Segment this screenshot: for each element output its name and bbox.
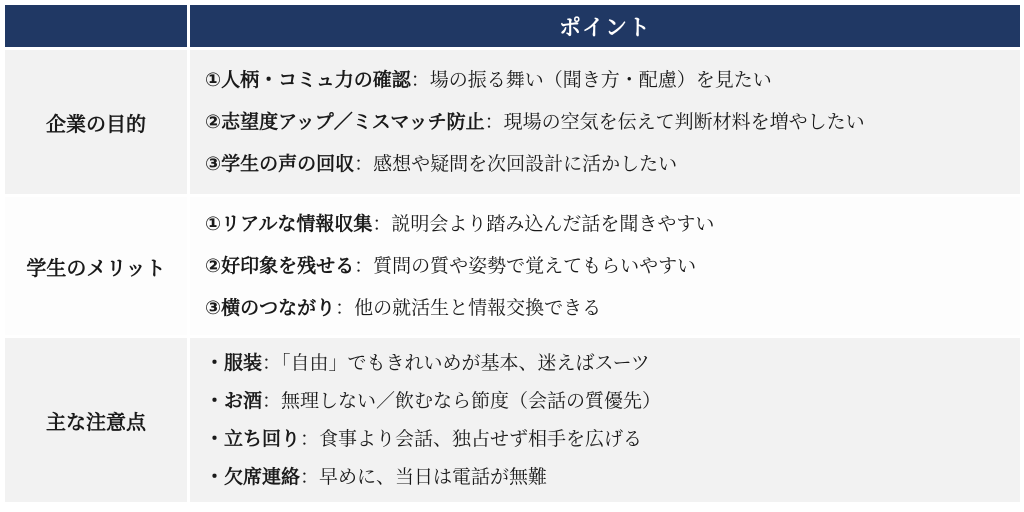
table-header-row <box>5 5 1020 47</box>
item-term: ・お酒 <box>205 390 263 412</box>
item-term: ②志望度アップ／ミスマッチ防止 <box>205 111 485 133</box>
row-content-cell-student-merits <box>190 197 1020 335</box>
list-item <box>205 464 1010 491</box>
table-row <box>5 197 1020 335</box>
list-item <box>205 151 1010 178</box>
list-item <box>205 211 1010 238</box>
item-desc: ：「自由」でもきれいめが基本、迷えばスーツ <box>262 352 650 374</box>
row-label-cell-student-merits <box>5 197 187 335</box>
item-desc: ：質問の質や姿勢で覚えてもらいやすい <box>354 255 697 277</box>
item-desc: ：感想や疑問を次回設計に活かしたい <box>354 153 678 175</box>
row-label-cell-company-purpose <box>5 50 187 194</box>
list-item <box>205 350 1010 377</box>
item-term: ①リアルな情報収集 <box>205 213 373 235</box>
item-term: ②好印象を残せる <box>205 255 355 277</box>
item-term: ③横のつながり <box>205 297 336 319</box>
item-desc: ：早めに、当日は電話が無難 <box>300 466 548 488</box>
list-item <box>205 295 1010 322</box>
item-desc: ：食事より会話、独占せず相手を広げる <box>300 428 643 450</box>
item-term: ①人柄・コミュ力の確認 <box>205 69 411 91</box>
header-corner-cell <box>5 5 187 47</box>
item-term: ・服装 <box>205 352 263 374</box>
item-desc: ：無理しない／飲むなら節度（会話の質優先） <box>262 390 662 412</box>
item-desc: ：場の振る舞い（聞き方・配慮）を見たい <box>410 69 772 91</box>
header-points-cell <box>190 5 1020 47</box>
list-item <box>205 388 1010 415</box>
list-item <box>205 109 1010 136</box>
item-term: ・欠席連絡 <box>205 466 301 488</box>
item-term: ③学生の声の回収 <box>205 153 355 175</box>
header-title: ポイント <box>558 14 651 40</box>
item-desc: ：現場の空気を伝えて判断材料を増やしたい <box>484 111 865 133</box>
points-table <box>5 5 1020 505</box>
table-row <box>5 50 1020 194</box>
list-item <box>205 253 1010 280</box>
list-item <box>205 67 1010 94</box>
row-content-cell-company-purpose <box>190 50 1020 194</box>
list-item <box>205 426 1010 453</box>
item-desc: ：説明会より踏み込んだ話を聞きやすい <box>372 213 715 235</box>
row-content-cell-main-cautions <box>190 338 1020 502</box>
table-row <box>5 338 1020 502</box>
row-label: 学生のメリット <box>26 257 166 280</box>
item-desc: ：他の就活生と情報交換できる <box>335 297 602 319</box>
row-label-cell-main-cautions <box>5 338 187 502</box>
row-label: 主な注意点 <box>46 411 146 434</box>
item-term: ・立ち回り <box>205 428 301 450</box>
row-label: 企業の目的 <box>46 113 146 136</box>
